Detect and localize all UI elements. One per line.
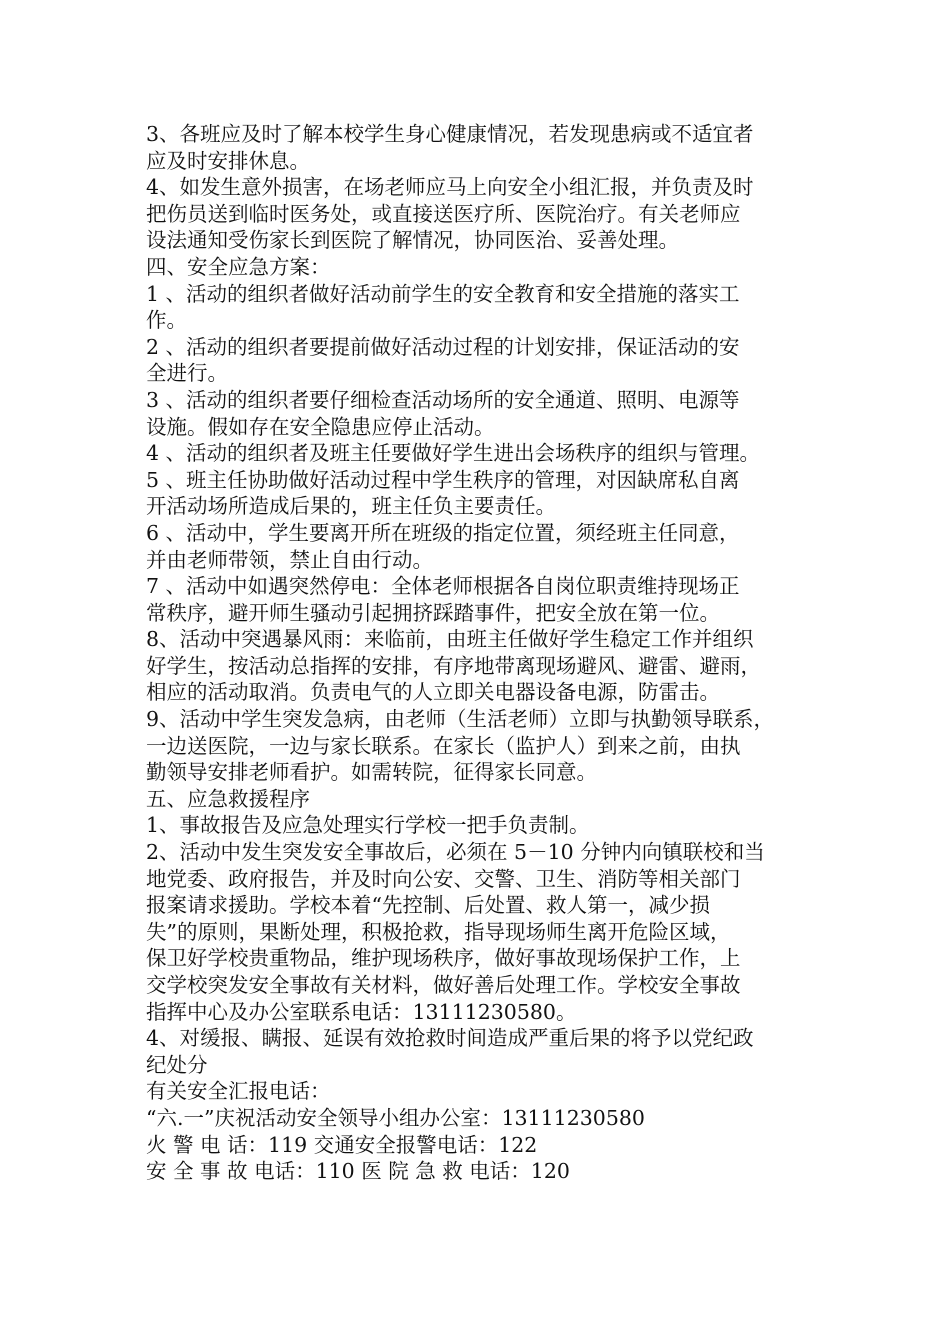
text-line: 8、活动中突遇暴风雨：来临前，由班主任做好学生稳定工作并组织 — [146, 627, 754, 652]
text-line: 7 、活动中如遇突然停电：全体老师根据各自岗位职责维持现场正 — [146, 574, 740, 599]
text-line: 4、对缓报、瞒报、延误有效抢救时间造成严重后果的将予以党纪政 — [146, 1026, 754, 1051]
section-heading: 四、安全应急方案： — [146, 254, 331, 279]
text-line: 设施。假如存在安全隐患应停止活动。 — [146, 414, 495, 439]
text-line: 9、活动中学生突发急病，由老师（生活老师）立即与执勤领导联系， — [146, 707, 775, 732]
text-line: 2 、活动的组织者要提前做好活动过程的计划安排，保证活动的安 — [146, 334, 740, 359]
section-heading: 五、应急救援程序 — [146, 786, 310, 811]
text-line: 应及时安排休息。 — [146, 148, 310, 173]
text-line: 4 、活动的组织者及班主任要做好学生进出会场秩序的组织与管理。 — [146, 441, 761, 466]
text-line: 报案请求援助。学校本着“先控制、后处置、救人第一，减少损 — [146, 893, 710, 918]
text-line: 地党委、政府报告，并及时向公安、交警、卫生、消防等相关部门 — [146, 866, 741, 891]
text-line: 安 全 事 故 电话：110 医 院 急 救 电话：120 — [146, 1159, 570, 1184]
text-line: 2、活动中发生突发安全事故后，必须在 5－10 分钟内向镇联校和当 — [146, 840, 765, 865]
text-line: 开活动场所造成后果的，班主任负主要责任。 — [146, 494, 556, 519]
text-line: 好学生，按活动总指挥的安排，有序地带离现场避风、避雷、避雨， — [146, 653, 761, 678]
text-line: 6 、活动中，学生要离开所在班级的指定位置，须经班主任同意， — [146, 520, 740, 545]
text-line: 1、事故报告及应急处理实行学校一把手负责制。 — [146, 813, 590, 838]
text-line: 5 、班主任协助做好活动过程中学生秩序的管理，对因缺席私自离 — [146, 467, 740, 492]
text-line: “六.一”庆祝活动安全领导小组办公室：13111230580 — [146, 1105, 645, 1130]
text-line: 有关安全汇报电话： — [146, 1079, 331, 1104]
text-line: 全进行。 — [146, 361, 228, 386]
text-line: 设法通知受伤家长到医院了解情况，协同医治、妥善处理。 — [146, 228, 679, 253]
text-line: 纪处分 — [146, 1052, 208, 1077]
text-line: 1 、活动的组织者做好活动前学生的安全教育和安全措施的落实工 — [146, 281, 740, 306]
text-line: 把伤员送到临时医务处，或直接送医疗所、医院治疗。有关老师应 — [146, 201, 741, 226]
text-line: 交学校突发安全事故有关材料，做好善后处理工作。学校安全事故 — [146, 973, 741, 997]
text-line: 指挥中心及办公室联系电话：13111230580。 — [146, 999, 577, 1024]
text-line: 3、各班应及时了解本校学生身心健康情况，若发现患病或不适宜者 — [146, 122, 754, 146]
document-body — [146, 121, 814, 1185]
text-line: 保卫好学校贵重物品，维护现场秩序，做好事故现场保护工作，上 — [146, 946, 741, 971]
text-line: 3 、活动的组织者要仔细检查活动场所的安全通道、照明、电源等 — [146, 387, 740, 412]
text-line: 勤领导安排老师看护。如需转院，征得家长同意。 — [146, 760, 597, 785]
text-line: 一边送医院，一边与家长联系。在家长（监护人）到来之前，由执 — [146, 733, 741, 758]
text-line: 作。 — [146, 308, 187, 333]
text-line: 并由老师带领，禁止自由行动。 — [146, 547, 433, 572]
text-line: 4、如发生意外损害，在场老师应马上向安全小组汇报，并负责及时 — [146, 175, 754, 200]
text-line: 相应的活动取消。负责电气的人立即关电器设备电源，防雷击。 — [146, 680, 720, 705]
text-line: 失”的原则，果断处理，积极抢救，指导现场师生离开危险区域， — [146, 919, 731, 944]
text-line: 火 警 电 话：119 交通安全报警电话：122 — [146, 1132, 538, 1157]
text-line: 常秩序，避开师生骚动引起拥挤踩踏事件，把安全放在第一位。 — [146, 600, 720, 625]
